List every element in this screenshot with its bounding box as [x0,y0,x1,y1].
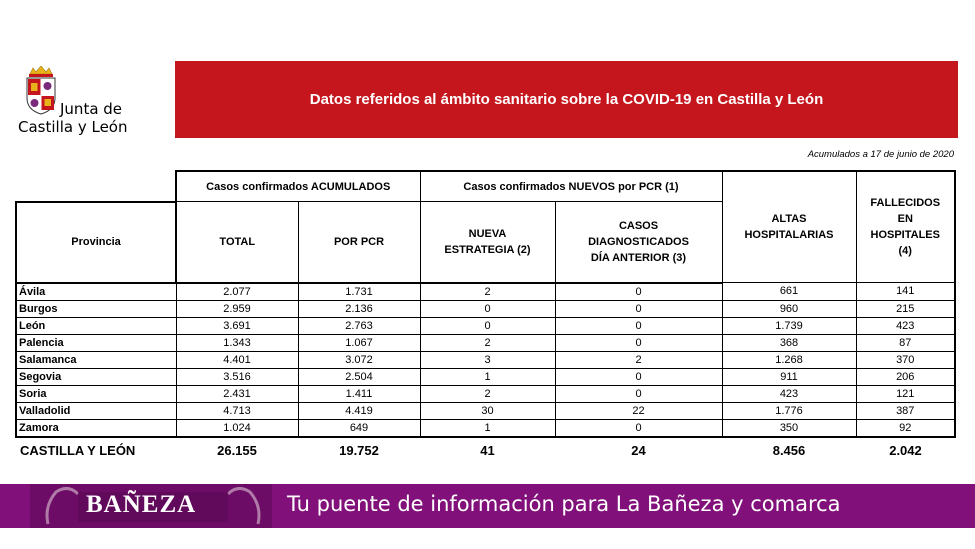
nueva-cell: 2 [420,283,555,301]
footer-slogan: Tu puente de información para La Bañeza y comarca [287,492,841,516]
footer-bar [0,484,975,528]
casos-cell: 2 [555,351,722,368]
total-cell: 2.431 [176,385,298,402]
pcr-cell: 4.419 [298,402,420,419]
coat-of-arms-icon [24,66,58,116]
provincia-cell: Soria [16,385,176,402]
fallecidos-cell: 121 [856,385,955,402]
total-altas-cell: 8.456 [772,442,806,458]
fallecidos-cell: 387 [856,402,955,419]
fallecidos-cell: 370 [856,351,955,368]
nueva-line2: ESTRATEGIA (2) [444,243,531,256]
nueva-line1: NUEVA [468,227,507,240]
total-total-cell: 26.155 [217,442,257,458]
nueva-cell: 1 [420,368,555,385]
provincia-cell: Palencia [16,334,176,351]
pcr-cell: 1.731 [298,283,420,301]
total-cell: 1.024 [176,419,298,437]
fallecidos-cell: 215 [856,300,955,317]
banner-title: Datos referidos al ámbito sanitario sobre la COVID-19 en Castilla y León [309,91,824,108]
nueva-cell: 2 [420,334,555,351]
total-cell: 2.959 [176,300,298,317]
total-cell: 1.343 [176,334,298,351]
group-header-acumulados: Casos confirmados ACUMULADOS [176,171,420,202]
provincia-cell: Segovia [16,368,176,385]
total-cell: 3.516 [176,368,298,385]
table-row [16,402,955,419]
table-row [16,283,955,301]
provincia-cell: León [16,317,176,334]
logo-text-line2: Castilla y León [18,118,128,136]
casos-cell: 0 [555,368,722,385]
altas-cell: 368 [722,334,856,351]
col-header-casos [555,202,722,283]
pcr-cell: 1.067 [298,334,420,351]
total-cell: 2.077 [176,283,298,301]
provincia-cell: Zamora [16,419,176,437]
total-fallecidos-cell: 2.042 [889,442,922,458]
table-row [16,351,955,368]
pcr-cell: 2.504 [298,368,420,385]
casos-line1: CASOS [618,219,659,232]
altas-cell: 661 [722,283,856,301]
fallecidos-cell: 141 [856,283,955,301]
col-header-provincia: Provincia [16,202,176,283]
total-cell: 4.401 [176,351,298,368]
table-row [16,317,955,334]
total-nueva-cell: 41 [480,442,495,458]
fallecidos-line3: HOSPITALES [870,229,940,241]
nueva-cell: 0 [420,317,555,334]
covid-data-table [15,170,956,463]
fallecidos-cell: 87 [856,334,955,351]
nueva-cell: 2 [420,385,555,402]
casos-cell: 0 [555,317,722,334]
brand-badge[interactable] [30,484,272,528]
pcr-cell: 2.136 [298,300,420,317]
casos-cell: 0 [555,385,722,402]
col-header-total: TOTAL [176,202,298,283]
altas-cell: 911 [722,368,856,385]
casos-cell: 0 [555,334,722,351]
header-blank-cell [16,171,176,202]
total-cell: 3.691 [176,317,298,334]
altas-cell: 423 [722,385,856,402]
altas-cell: 1.268 [722,351,856,368]
date-note: Acumulados a 17 de junio de 2020 [807,149,954,160]
nueva-cell: 1 [420,419,555,437]
provincia-cell: Ávila [16,283,176,301]
table-row [16,419,955,437]
total-pcr-cell: 19.752 [339,442,379,458]
altas-cell: 350 [722,419,856,437]
casos-line2: DIAGNOSTICADOS [588,235,689,248]
col-header-altas [722,171,856,283]
table-row [16,300,955,317]
total-provincia-cell: CASTILLA Y LEÓN [20,442,136,458]
pcr-cell: 3.072 [298,351,420,368]
fallecidos-line1: FALLECIDOS [870,197,941,209]
provincia-cell: Burgos [16,300,176,317]
pcr-cell: 649 [298,419,420,437]
fallecidos-line2: EN [897,213,913,225]
fallecidos-cell: 92 [856,419,955,437]
altas-cell: 1.739 [722,317,856,334]
altas-line1: ALTAS [771,213,807,225]
title-banner [175,61,958,138]
nueva-cell: 3 [420,351,555,368]
provincia-cell: Valladolid [16,402,176,419]
casos-cell: 0 [555,300,722,317]
col-header-nueva [420,202,555,283]
altas-cell: 960 [722,300,856,317]
nueva-cell: 30 [420,402,555,419]
junta-logo [14,66,144,136]
logo-text-line1: Junta de [60,100,123,118]
altas-cell: 1.776 [722,402,856,419]
group-header-nuevos: Casos confirmados NUEVOS por PCR (1) [420,171,722,202]
total-casos-cell: 24 [631,442,646,458]
fallecidos-line4: (4) [898,245,912,257]
table-row [16,334,955,351]
table-row [16,385,955,402]
casos-cell: 22 [555,402,722,419]
pcr-cell: 1.411 [298,385,420,402]
casos-cell: 0 [555,283,722,301]
provincia-cell: Salamanca [16,351,176,368]
casos-cell: 0 [555,419,722,437]
brand-logo-text: BAÑEZA [86,491,197,518]
casos-line3: DÍA ANTERIOR (3) [590,251,687,264]
table-row [16,368,955,385]
total-cell: 4.713 [176,402,298,419]
col-header-fallecidos [856,171,955,283]
nueva-cell: 0 [420,300,555,317]
total-row [16,437,955,463]
fallecidos-cell: 423 [856,317,955,334]
altas-line2: HOSPITALARIAS [744,229,834,241]
pcr-cell: 2.763 [298,317,420,334]
col-header-pcr: POR PCR [298,202,420,283]
fallecidos-cell: 206 [856,368,955,385]
